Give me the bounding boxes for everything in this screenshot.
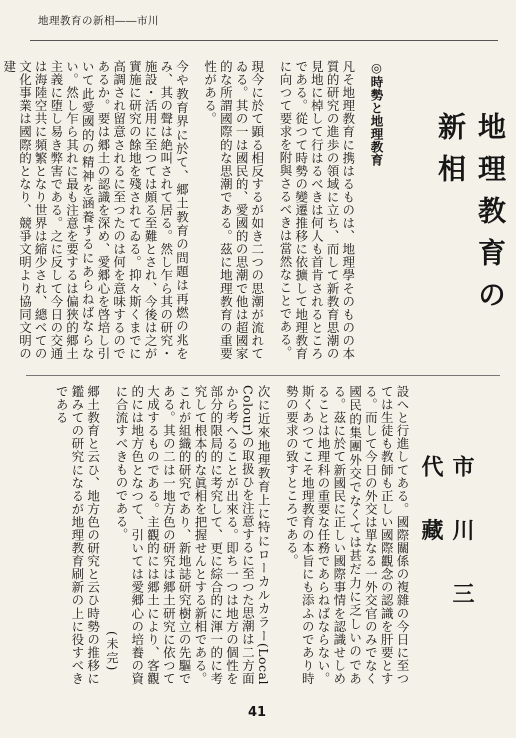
page-number: 41 xyxy=(248,705,267,720)
upper-paragraph-3: 今や教育界に於て、郷土教育の問題は再燃の兆をみ、其の聲は絶叫されて居る。然し乍ら其の研究・施設・活用に至つては頗る至難とされ、今後は之が實施に研究の餘地を殘されてゐる。抑々斯くまでに高調され留意されるに至つたのは何を意味するのであるか。要は郷土の認識を深め、愛郷心を啓培し引いて此愛國的の精神を涵養するにあらねばならない。然し乍ら其れに最も注意を要するは偏狹的郷土主義に堕し易き弊害である。之に反して今日の交通は海陸空共に頻繁となり世界は縮少され、總べての文化事業は國際的となり、競爭文明より協同文明の建 xyxy=(1,60,190,360)
section-heading: ◎時勢と地理教育 xyxy=(369,60,384,167)
page-header xyxy=(0,0,516,40)
section-divider xyxy=(26,375,500,376)
lower-article-body xyxy=(54,385,410,685)
closing-note: (未完) xyxy=(105,631,119,673)
author-name: 市 川 三 代 藏 xyxy=(418,455,475,622)
lower-paragraph-1: 設へと行進してある。國際關係の複雜の今日に至つては生徒も教師も正しい國際觀念の認識を肝要とする。而して今日の外交は單なる一外交官のみでなく國民的集團外交でなくては甚だ力に乏しいのである。茲に於て新國民に正しい國際事情を認識せしめることは地理科の重要な任務であらねばならない。斯くあつてこそ地理教育の本旨にも添ふのであり時勢の要求の致すところである。 xyxy=(284,385,410,685)
upper-article-body xyxy=(1,60,384,360)
article-title: 地理教育の新相 xyxy=(434,112,507,322)
running-head: 地理教育の新相――市川 xyxy=(38,15,159,27)
upper-paragraph-2: 現今に於て顕る相反するが如き二つの思潮が流れてゐる。其の一は國民的、愛國的の思潮で他は超國家的な所謂國際的な思潮である。茲に地理教育の重要性がある。 xyxy=(202,60,265,360)
header-rule xyxy=(30,40,498,41)
lower-paragraph-3: 郷土教育と云ひ、地方色の研究と云ひ時勢の推移に鑑みての研究になるが地理教育刷新の上に役すべきである xyxy=(54,385,101,685)
lower-paragraph-2: 次に近來地理教育上に特にローカルカラー(Local Colour)の取扱ひを注意するに至つた思潮は二方面から考へることが出來る。即ち一つは地方の個性を部分的限局的に考究して、更に綜合的に渾一的に考究して根本的な眞相を把握せんとする新相である。これが組織的研究であり、新地誌研究樹立の先驅である。其の二は一地方色の研究は郷土研究に依つて大成するものである。主觀的には郷土により、客觀的には地方色となつて、引いては愛郷心の培養の資に合流すべきものである。 xyxy=(113,385,272,685)
upper-paragraph-1: 凡そ地理教育に携はるものは、地理學そのものの本質的研究の進歩の領域に立ち、而して新教育思潮の見地に棹して行はるべきは何人も首肯されるところである。從つて時勢の變遷推移に依擴して地理教育に向つて要求を附與さるべきは當然なことである。 xyxy=(277,60,356,360)
